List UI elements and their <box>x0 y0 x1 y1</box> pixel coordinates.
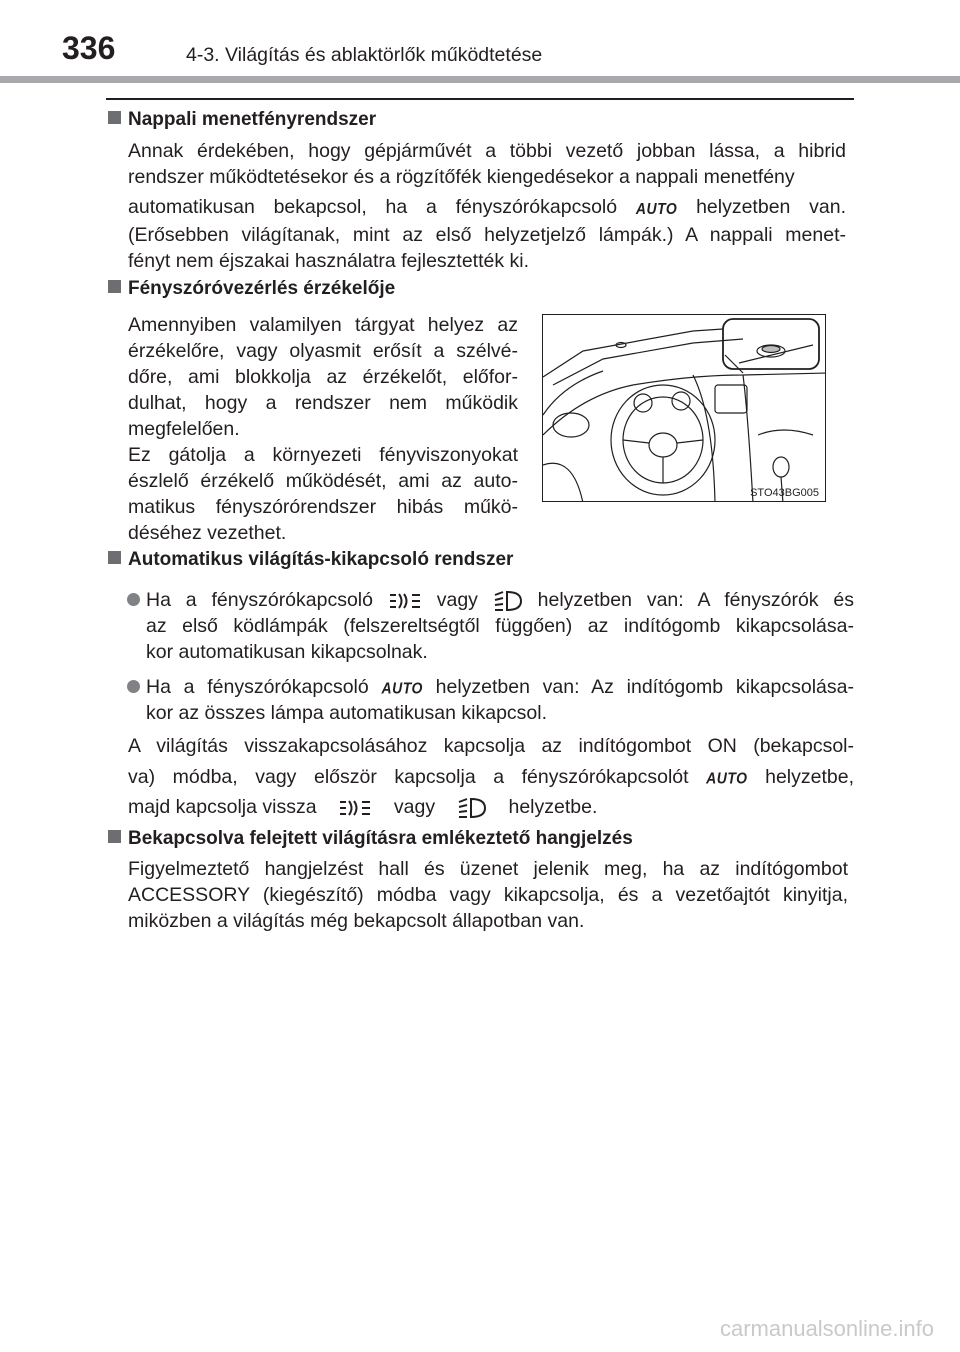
headlight-low-beam-icon <box>338 797 372 819</box>
square-bullet-icon <box>108 280 121 293</box>
square-bullet-icon <box>108 111 121 124</box>
tail-light-icon <box>493 589 523 613</box>
square-bullet-icon <box>108 551 121 564</box>
section-heading-daytime-running-lights: Nappali menetfényrendszer <box>108 109 376 131</box>
restore-lights-line-3: majd kapcsolja vissza vagy helyzetbe. <box>128 796 598 818</box>
auto-mode-icon: AUTO <box>706 768 748 788</box>
section-1-text-cont: (Erősebben világítanak, mint az első helyzetjelző lámpák.) A nappali menet- fényt nem éjszakai használatra fejlesztették ki. <box>128 224 846 272</box>
bullet-2-line-1: Ha a fényszórókapcsoló AUTO helyzetben van: Az indítógomb kikapcsolása- <box>146 674 854 701</box>
page-number: 336 <box>62 30 116 66</box>
figure-code: STO43BG005 <box>750 487 819 499</box>
section-heading-lights-reminder: Bekapcsolva felejtett világításra emlékeztető hangjelzés <box>108 828 633 850</box>
dashboard-drawing <box>543 315 826 502</box>
section-heading-auto-light-off: Automatikus világítás-kikapcsoló rendszer <box>108 549 513 571</box>
header-bar <box>0 76 960 83</box>
restore-lights-line-1: A világítás visszakapcsolásához kapcsolja az indítógombot ON (bekapcsol- <box>128 735 854 757</box>
auto-mode-icon: AUTO <box>635 198 678 218</box>
auto-mode-icon: AUTO <box>381 678 423 698</box>
section-1-auto-line: automatikusan bekapcsol, ha a fényszórókapcsoló AUTO helyzetben van. <box>128 194 846 221</box>
round-bullet-icon <box>127 593 140 606</box>
bullet-2-cont: kor az összes lámpa automatikusan kikapcsol. <box>146 702 548 724</box>
square-bullet-icon <box>108 830 121 843</box>
round-bullet-icon <box>127 680 140 693</box>
chapter-title: 4-3. Világítás és ablaktörlők működtetése <box>186 44 543 66</box>
bullet-1-cont: az első ködlámpák (felszereltségtől függően) az indítógomb kikapcsolása- kor automatikusan kikapcsolnak. <box>146 615 854 663</box>
bullet-1-line-1: Ha a fényszórókapcsoló vagy helyzetben van: A fényszórók és <box>146 589 854 611</box>
tail-light-icon <box>457 796 487 820</box>
section-heading-light-sensor: Fényszóróvezérlés érzékelője <box>108 278 395 300</box>
headlight-low-beam-icon <box>388 590 422 612</box>
section-rule <box>106 98 854 100</box>
restore-lights-line-2: va) módba, vagy először kapcsolja a fényszórókapcsolót AUTO helyzetbe, <box>128 764 854 791</box>
section-1-text: Annak érdekében, hogy gépjárművét a többi vezető jobban lássa, a hibrid rendszer működtetésekor és a rögzítőfék kiengedésekor a nappali menetfény <box>128 140 846 188</box>
section-2-text: Amennyiben valamilyen tárgyat helyez az érzékelőre, vagy olyasmit erősít a szélvé- dőre, ami blokkolja az érzékelőt, előfor- dulhat, hogy a rendszer nem működik megfelelően. Ez gátolja a környezeti fényviszonyokat észlelő érzékelő működését, ami az auto- matikus fényszórórendszer hibás műkö- déséhez vezethet. <box>128 314 518 544</box>
site-watermark: carmanualsonline.info <box>719 1316 934 1341</box>
section-4-text: Figyelmeztető hangjelzést hall és üzenet jelenik meg, ha az indítógombot ACCESSORY (kiegészítő) módba vagy kikapcsolja, és a vezetőajtót kinyitja, miközben a világítás még bekapcsolt állapotban van. <box>128 858 848 932</box>
light-sensor-illustration <box>542 314 826 502</box>
